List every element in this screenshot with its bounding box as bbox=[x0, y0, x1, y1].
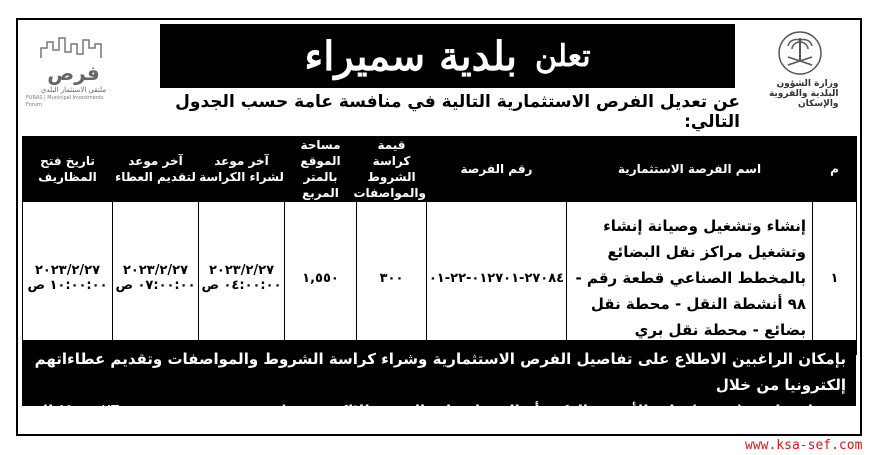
col-header-opening-date: تاريخ فتح المظاريف bbox=[23, 137, 113, 202]
subtitle: عن تعديل الفرص الاستثمارية التالية في منافسة عامة حسب الجدول التالي: bbox=[175, 92, 740, 132]
cell-opportunity-name: إنشاء وتشغيل وصيانة إنشاء وتشغيل مراكز نقل البضائع بالمخطط الصناعي قطعة رقم - ٩٨ أنشطة النقل - محطة نقل بضائع - محطة نقل بري bbox=[567, 202, 813, 355]
table-row bbox=[23, 202, 857, 355]
cell-opening-date bbox=[23, 202, 113, 355]
furas-logo-english: FURAS | Municipal Investments Forum bbox=[26, 95, 104, 108]
opening-date: ٢٠٢٣/٢/٢٧ bbox=[34, 263, 101, 278]
col-header-number: م bbox=[813, 137, 857, 202]
col-header-submission-deadline: آخر موعد لتقديم العطاء bbox=[113, 137, 199, 202]
notice-line-2: تحميل تطبيق (فرص) على الأجهزة الذكية أو الدخول على الموقع الالكتروني (https://Furas.momra.gov.sa). bbox=[35, 402, 846, 420]
submission-deadline-time: ٠٧:٠٠:٠٠ ص bbox=[115, 278, 196, 293]
furas-logo-word: فرص bbox=[47, 61, 100, 85]
municipality-name: بلدية سميراء bbox=[304, 32, 517, 80]
cell-purchase-deadline bbox=[199, 202, 285, 355]
col-header-opportunity-name: اسم الفرصة الاستثمارية bbox=[567, 137, 813, 202]
table-header-row bbox=[23, 137, 857, 202]
cell-booklet-value: ٣٠٠ bbox=[357, 202, 427, 355]
announcement-word: تعلن bbox=[535, 38, 591, 74]
opening-time: ١٠:٠٠:٠٠ ص bbox=[27, 278, 108, 293]
cell-area: ١,٥٥٠ bbox=[285, 202, 357, 355]
col-header-booklet-value: قيمة كراسة الشروط والمواصفات bbox=[353, 138, 426, 200]
city-skyline-icon bbox=[39, 34, 109, 60]
submission-deadline-date: ٢٠٢٣/٢/٢٧ bbox=[122, 263, 189, 278]
cell-number: ١ bbox=[813, 202, 857, 355]
col-header-opportunity-no: رقم الفرصة bbox=[427, 137, 567, 202]
watermark: www.ksa-sef.com bbox=[745, 438, 863, 453]
palm-swords-emblem-icon bbox=[777, 30, 823, 76]
purchase-deadline-date: ٢٠٢٣/٢/٢٧ bbox=[208, 263, 275, 278]
furas-logo bbox=[26, 34, 121, 124]
col-header-purchase-deadline: آخر موعد لشراء الكراسة bbox=[199, 137, 285, 202]
purchase-deadline-time: ٠٤:٠٠:٠٠ ص bbox=[201, 278, 282, 293]
notice-box bbox=[22, 340, 856, 420]
col-header-area: مساحة الموقع بالمتر المربع bbox=[285, 137, 357, 202]
opportunities-table bbox=[22, 136, 857, 355]
cell-opportunity-no: ٢٧٠٨٤-٠١٢٧٠١-٢٢-٠١ bbox=[427, 202, 567, 355]
furas-logo-subtitle: ملتقى الاستثمار البلدي bbox=[40, 86, 107, 94]
ministry-logo bbox=[752, 30, 847, 120]
title-banner bbox=[160, 24, 735, 88]
cell-submission-deadline bbox=[113, 202, 199, 355]
notice-line-1: بإمكان الراغبين الاطلاع على تفاصيل الفرص الاستثمارية وشراء كراسة الشروط والمواصفات وتقديم عطاءاتهم إلكترونيا من خلال bbox=[34, 350, 846, 394]
ministry-name: وزارة الشؤون البلدية والقروية والإسكان bbox=[768, 79, 839, 109]
